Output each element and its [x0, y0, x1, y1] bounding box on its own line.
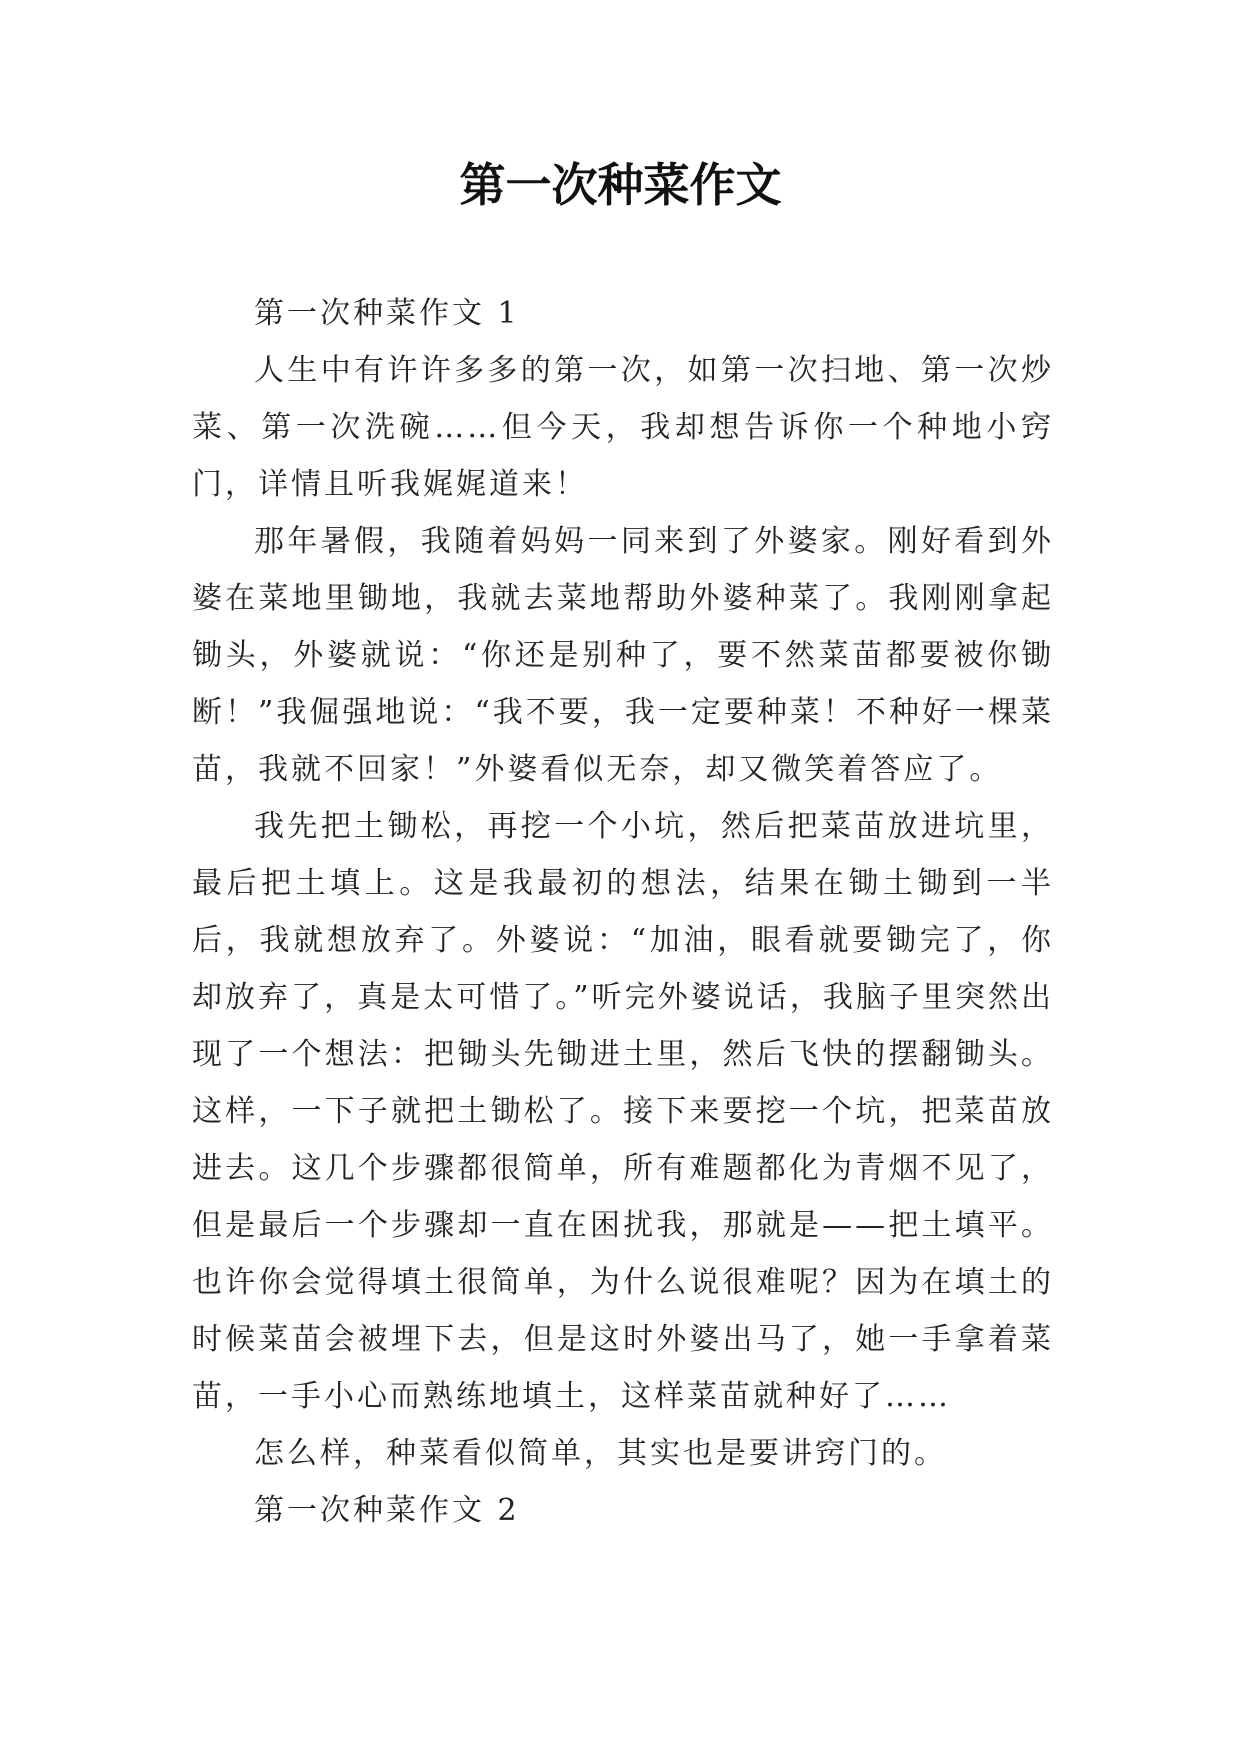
paragraph: 人生中有许许多多的第一次，如第一次扫地、第一次炒菜、第一次洗碗……但今天，我却想告诉你一个种地小窍门，详情且听我娓娓道来！ [192, 353, 1054, 502]
document-title: 第一次种菜作文 [459, 158, 782, 212]
document-body [192, 285, 1054, 1539]
paragraph: 那年暑假，我随着妈妈一同来到了外婆家。刚好看到外婆在菜地里锄地，我就去菜地帮助外婆种菜了。我刚刚拿起锄头，外婆就说：“你还是别种了，要不然菜苗都要被你锄断！”我倔强地说：“我不要，我一定要种菜！不种好一棵菜苗，我就不回家！”外婆看似无奈，却又微笑着答应了。 [192, 524, 1054, 787]
section-heading: 第一次种菜作文 1 [254, 296, 520, 331]
paragraph: 怎么样，种菜看似简单，其实也是要讲窍门的。 [254, 1436, 947, 1471]
section-heading: 第一次种菜作文 2 [254, 1493, 520, 1528]
paragraph: 我先把土锄松，再挖一个小坑，然后把菜苗放进坑里，最后把土填上。这是我最初的想法，结果在锄土锄到一半后，我就想放弃了。外婆说：“加油，眼看就要锄完了，你却放弃了，真是太可惜了。”听完外婆说话，我脑子里突然出现了一个想法：把锄头先锄进土里，然后飞快的摆翻锄头。这样，一下子就把土锄松了。接下来要挖一个坑，把菜苗放进去。这几个步骤都很简单，所有难题都化为青烟不见了，但是最后一个步骤却一直在困扰我，那就是——把土填平。也许你会觉得填土很简单，为什么说很难呢？因为在填土的时候菜苗会被埋下去，但是这时外婆出马了，她一手拿着菜苗，一手小心而熟练地填土，这样菜苗就种好了…… [192, 809, 1054, 1414]
